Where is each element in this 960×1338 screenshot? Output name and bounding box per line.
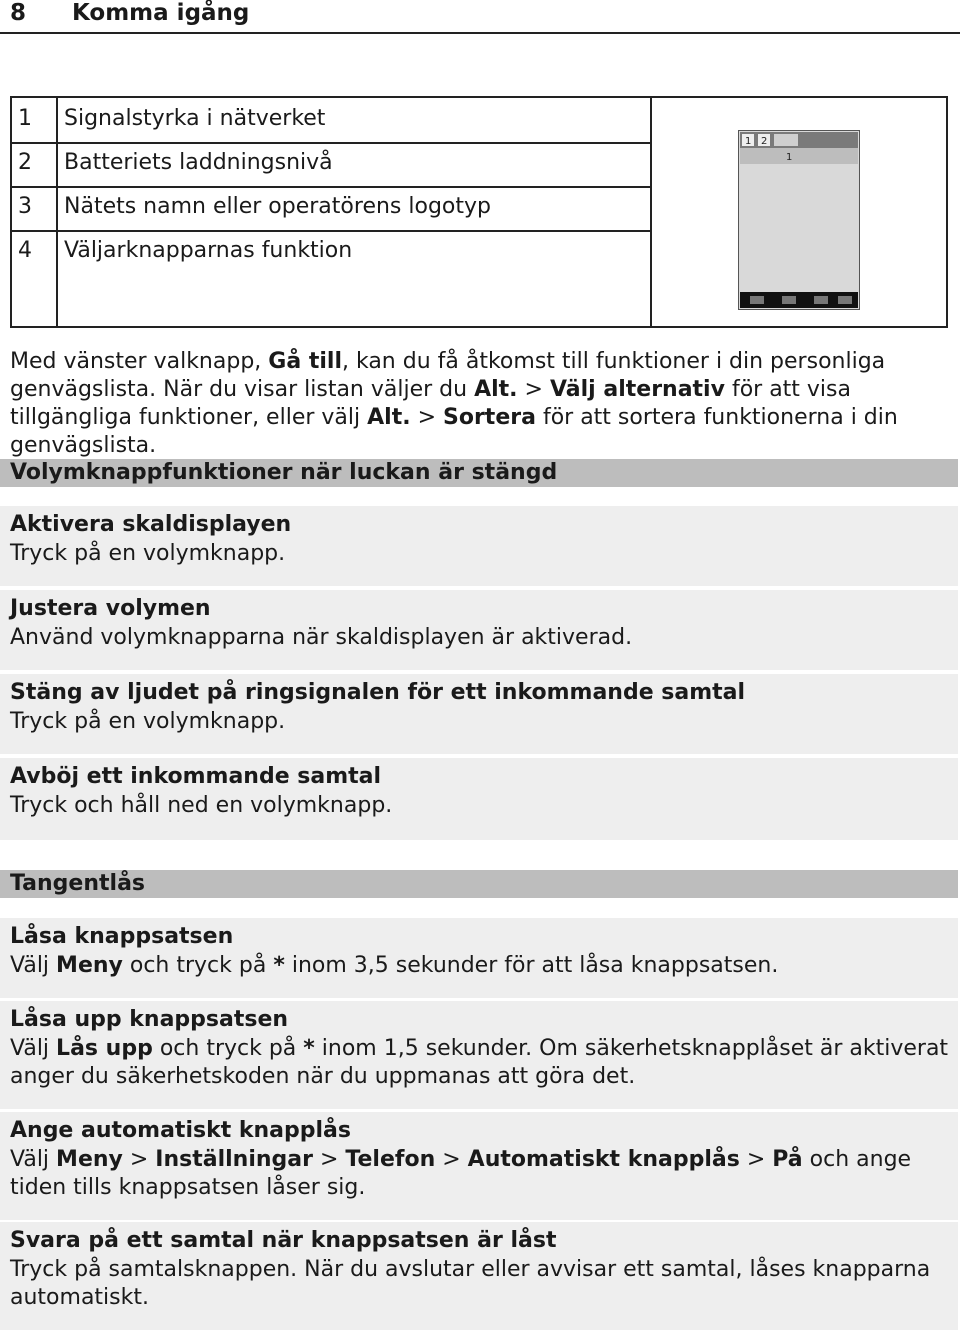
legend-number: 1 xyxy=(18,106,32,131)
legend-label: Signalstyrka i nätverket xyxy=(64,106,326,131)
callout-2-icon: 2 xyxy=(761,136,768,147)
info-block xyxy=(0,1222,958,1330)
legend-row xyxy=(12,142,650,188)
legend-row xyxy=(12,230,650,274)
block-title: Låsa knappsatsen xyxy=(10,924,234,949)
info-block xyxy=(0,674,958,754)
legend-label: Batteriets laddningsnivå xyxy=(64,150,333,175)
chapter-title: Komma igång xyxy=(72,0,250,26)
block-text: Tryck på samtalsknappen. När du avslutar eller avvisar ett samtal, låses knapparna automatiskt. xyxy=(10,1257,931,1310)
phone-display-illustration xyxy=(738,130,860,310)
callout-1-icon: 1 xyxy=(745,136,752,147)
block-title: Avböj ett inkommande samtal xyxy=(10,764,382,789)
legend-number: 3 xyxy=(18,194,32,219)
block-text: Välj Meny > Inställningar > Telefon > Automatiskt knapplås > På och ange tiden tills knappsatsen låser sig. xyxy=(10,1147,912,1200)
intro-paragraph: Med vänster valknapp, Gå till, kan du få åtkomst till funktioner i din personliga genvägslista. När du visar listan väljer du Alt. > Välj alternativ för att visa tillgängliga funktioner, eller välj Alt. > Sortera för att sortera funktionerna i din genvägslista. xyxy=(10,349,898,458)
block-title: Stäng av ljudet på ringsignalen för ett inkommande samtal xyxy=(10,680,746,705)
block-text: Använd volymknapparna när skaldisplayen är aktiverad. xyxy=(10,625,633,650)
legend-label: Nätets namn eller operatörens logotyp xyxy=(64,194,491,219)
legend-label: Väljarknapparnas funktion xyxy=(64,238,353,263)
info-block xyxy=(0,590,958,670)
legend-number: 2 xyxy=(18,150,32,175)
legend-row xyxy=(12,98,650,144)
section-heading-keylock: Tangentlås xyxy=(0,870,958,898)
block-title: Ange automatiskt knapplås xyxy=(10,1118,351,1143)
block-title: Justera volymen xyxy=(10,596,211,621)
block-text: Välj Lås upp och tryck på * inom 1,5 sekunder. Om säkerhetsknapplåset är aktiverat anger du säkerhetskoden när du uppmanas att göra det. xyxy=(10,1036,949,1089)
info-block xyxy=(0,918,958,998)
info-block xyxy=(0,1001,958,1109)
legend-row xyxy=(12,186,650,232)
page-header xyxy=(0,0,960,34)
info-block xyxy=(0,1112,958,1220)
block-title: Låsa upp knappsatsen xyxy=(10,1007,289,1032)
block-text: Tryck och håll ned en volymknapp. xyxy=(10,793,393,818)
info-block xyxy=(0,758,958,840)
block-text: Tryck på en volymknapp. xyxy=(10,709,286,734)
info-block xyxy=(0,506,958,586)
block-title: Svara på ett samtal när knappsatsen är låst xyxy=(10,1228,557,1253)
section-heading-volume: Volymknappfunktioner när luckan är stängd xyxy=(0,459,958,487)
callout-3-icon: 1 xyxy=(786,152,793,163)
block-title: Aktivera skaldisplayen xyxy=(10,512,292,537)
block-text: Tryck på en volymknapp. xyxy=(10,541,286,566)
legend-number: 4 xyxy=(18,238,32,263)
block-text: Välj Meny och tryck på * inom 3,5 sekunder för att låsa knappsatsen. xyxy=(10,953,779,978)
page-number: 8 xyxy=(10,0,27,26)
